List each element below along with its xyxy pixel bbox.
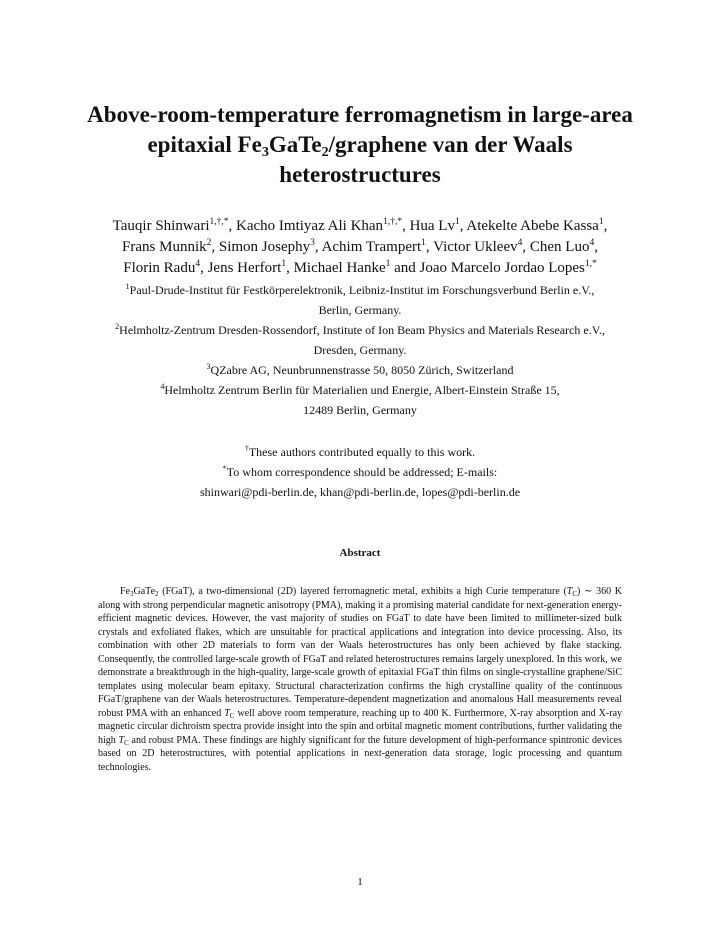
author-name: , Hua Lv (402, 218, 455, 234)
affiliation-line (60, 380, 660, 400)
affiliation-number: 3 (206, 362, 211, 371)
author-affiliation-mark: 3 (310, 238, 315, 248)
abstract-text: GaTe (133, 586, 156, 597)
correspondence-note (60, 462, 660, 482)
author-name: , Victor Ukleev (425, 239, 518, 255)
paper-first-page (60, 100, 660, 774)
author-line (60, 258, 660, 279)
abstract-body (98, 585, 622, 774)
author-name: , Kacho Imtiyaz Ali Khan (228, 218, 384, 234)
title-line: Above-room-temperature ferromagnetism in large-area (87, 102, 633, 127)
author-affiliation-mark: 1 (281, 259, 287, 269)
author-affiliation-mark: 1 (598, 217, 604, 227)
abstract-text: Fe (120, 586, 130, 597)
affiliation-number: 1 (125, 282, 130, 291)
affiliation-text: Helmholtz Zentrum Berlin für Materialien und Energie, Albert-Einstein Straße 15, (164, 383, 560, 397)
author-name: , Michael Hanke (286, 260, 386, 276)
author-line (60, 216, 660, 237)
abstract-subscript: 3 (130, 590, 134, 598)
dagger-mark: † (244, 444, 249, 453)
author-name: , Jens Herfort (200, 260, 282, 276)
correspondence-emails: shinwari@pdi-berlin.de, khan@pdi-berlin.de, lopes@pdi-berlin.de (199, 485, 521, 499)
author-name: and Joao Marcelo Jordao Lopes (390, 260, 585, 276)
curie-temperature-symbol: T (224, 707, 230, 719)
affiliation-line: Dresden, Germany. (313, 343, 407, 357)
author-affiliation-mark: 2 (206, 238, 212, 248)
paper-title (60, 100, 660, 190)
author-affiliation-mark: 1 (421, 238, 426, 248)
title-line (60, 130, 660, 160)
affiliation-line (60, 320, 660, 340)
title-subscript: 2 (321, 145, 329, 160)
author-name: Tauqir Shinwari (112, 218, 210, 234)
curie-temperature-symbol: T (566, 586, 573, 597)
curie-temperature-symbol: T (118, 734, 125, 746)
affiliation-number: 4 (160, 382, 165, 391)
title-line: heterostructures (279, 162, 441, 187)
author-affiliation-mark: 1 (385, 259, 391, 269)
abstract-text: (FGaT), a two-dimensional (2D) layered ferromagnetic metal, exhibits a high Curie temperature ( (158, 586, 567, 597)
title-subscript: 3 (261, 145, 269, 160)
affiliation-text: Helmholtz-Zentrum Dresden-Rossendorf, Institute of Ion Beam Physics and Materials Research e.V., (119, 323, 605, 337)
affiliation-number: 2 (115, 322, 120, 331)
affiliation-text: Paul-Drude-Institut für Festkörperelektronik, Leibniz-Institut im Forschungsverbund Berlin e.V., (129, 283, 595, 297)
affiliation-line (60, 360, 660, 380)
abstract-subscript: C (124, 738, 129, 747)
abstract-text: well above room temperature, reaching up to 400 K. Furthermore, X-ray absorption and X-ray magnetic circular dichroism spectra provide insight into the spin and orbital magnetic moment contributions, further validating the high (98, 707, 623, 746)
author-line (60, 237, 660, 258)
arxiv-identifier-stamp (12, 205, 56, 645)
author-affiliation-mark: 4 (195, 259, 201, 269)
abstract-text: and robust PMA. These findings are highly significant for the future development of high-performance spintronic devices based on 2D heterostructures, with potential applications in next-generation data storage, logic processing and quantum technologies. (98, 734, 622, 773)
author-list (60, 216, 660, 279)
title-fragment: /graphene van der Waals (328, 132, 573, 157)
author-name: Florin Radu (123, 260, 196, 276)
author-affiliation-mark: 1,†,* (383, 217, 403, 227)
author-name: Frans Munnik (122, 239, 207, 255)
author-notes (60, 442, 660, 502)
affiliation-line: Berlin, Germany. (318, 303, 402, 317)
author-separator: , (603, 218, 608, 234)
title-fragment: GaTe (268, 132, 322, 157)
page-number: 1 (357, 876, 363, 888)
author-separator: , (594, 239, 598, 255)
abstract-subscript: C (229, 711, 235, 720)
affiliation-line: 12489 Berlin, Germany (303, 403, 417, 417)
author-affiliation-mark: 4 (589, 238, 595, 248)
author-affiliation-mark: 1 (454, 217, 460, 227)
author-name: , Atekelte Abebe Kassa (459, 218, 599, 234)
author-affiliation-mark: 1,* (584, 259, 597, 269)
author-name: , Achim Trampert (314, 239, 422, 255)
author-name: , Simon Josephy (211, 239, 311, 255)
star-mark: * (222, 464, 227, 473)
note-text: These authors contributed equally to this work. (248, 445, 476, 459)
affiliation-text: QZabre AG, Neunbrunnenstrasse 50, 8050 Zürich, Switzerland (210, 363, 514, 377)
abstract-text: ) ∼ 360 K along with strong perpendicular magnetic anisotropy (PMA), making it a promising material candidate for next-generation energy-efficient magnetic devices. However, the vast majority of studies on FGaT to date have been limited to millimeter-sized bulk crystals and exfoliated flakes, which are unsuitable for practical applications and integration into device processing. Also, its combination with other 2D materials to form van der Waals heterostructures has only been achieved by flake stacking. Consequently, the controlled large-scale growth of FGaT and related heterostructures remains largely unexplored. In this work, we demonstrate a breakthrough in the high-quality, large-scale growth of epitaxial FGaT thin films on single-crystalline graphene/SiC templates using molecular beam epitaxy. Structural characterization confirms the high crystalline quality of the continuous FGaT/graphene van der Waals heterostructures. Temperature-dependent magnetization and anomalous Hall measurements reveal robust PMA with an enhanced (98, 586, 622, 719)
abstract-heading: Abstract (339, 547, 381, 559)
affiliation-list (60, 280, 660, 420)
author-affiliation-mark: 1,†,* (209, 217, 229, 227)
abstract-subscript: C (572, 590, 578, 598)
abstract-subscript: 2 (155, 590, 159, 598)
author-affiliation-mark: 4 (517, 238, 523, 248)
note-text: To whom correspondence should be addressed; E-mails: (226, 465, 498, 479)
equal-contribution-note (60, 442, 660, 462)
title-fragment: epitaxial Fe (147, 132, 262, 157)
affiliation-line (60, 280, 660, 300)
author-name: , Chen Luo (522, 239, 590, 255)
